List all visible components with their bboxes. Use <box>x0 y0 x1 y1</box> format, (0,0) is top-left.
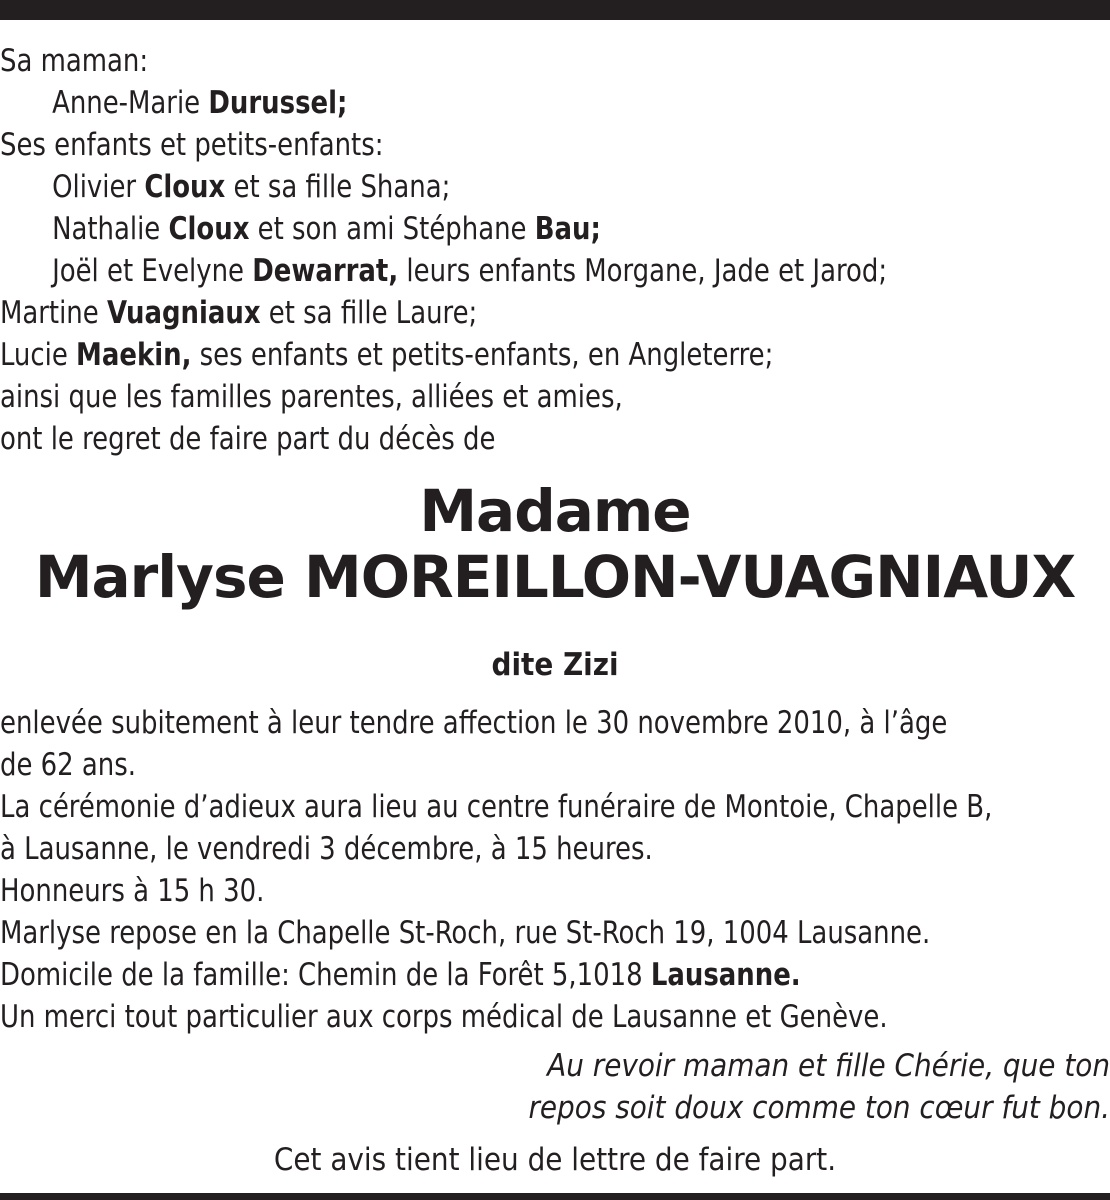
sister-line-1: Martine Vuagniaux et sa fille Laure; <box>0 295 478 331</box>
family-list <box>0 40 1032 460</box>
farewell-message <box>0 1045 1110 1129</box>
home-city: Lausanne. <box>650 957 801 993</box>
honours-line: Honneurs à 15 h 30. <box>0 873 265 909</box>
farewell-line-2: repos soit doux comme ton cœur fut bon. <box>528 1090 1110 1126</box>
mother-line: Anne-Marie Durussel; <box>52 85 348 121</box>
closing-note <box>0 1139 1110 1181</box>
home-line: Domicile de la famille: Chemin de la Forêt 5,1018 Lausanne. <box>0 957 801 993</box>
rest-place-line: Marlyse repose en la Chapelle St-Roch, rue St-Roch 19, 1004 Lausanne. <box>0 915 931 951</box>
sister-line-2: Lucie Maekin, ses enfants et petits-enfants, en Angleterre; <box>0 337 774 373</box>
farewell-line-1: Au revoir maman et fille Chérie, que ton <box>547 1048 1110 1084</box>
death-line-1: enlevée subitement à leur tendre affection le 30 novembre 2010, à l’âge <box>0 705 948 741</box>
top-rule <box>0 0 1110 20</box>
mother-heading: Sa maman: <box>0 43 149 79</box>
closing-line: Cet avis tient lieu de lettre de faire part. <box>273 1142 837 1178</box>
details-block <box>0 702 1110 1038</box>
mother-surname: Durussel; <box>208 85 348 121</box>
bottom-rule <box>0 1193 1110 1200</box>
relatives-line: ainsi que les familles parentes, alliées et amies, <box>0 379 623 415</box>
regret-line: ont le regret de faire part du décès de <box>0 421 496 457</box>
child-line-2: Nathalie Cloux et son ami Stéphane Bau; <box>52 211 601 247</box>
thanks-line: Un merci tout particulier aux corps médical de Lausanne et Genève. <box>0 999 888 1035</box>
ceremony-line-1: La cérémonie d’adieux aura lieu au centre funéraire de Montoie, Chapelle B, <box>0 789 993 825</box>
deceased-title <box>0 478 1110 610</box>
child-line-3: Joël et Evelyne Dewarrat, leurs enfants Morgane, Jade et Jarod; <box>52 253 888 289</box>
children-heading: Ses enfants et petits-enfants: <box>0 127 384 163</box>
deceased-name: Marlyse MOREILLON-VUAGNIAUX <box>34 543 1076 611</box>
honorific: Madame <box>419 477 691 545</box>
death-line-2: de 62 ans. <box>0 747 136 783</box>
child-line-1: Olivier Cloux et sa fille Shana; <box>52 169 451 205</box>
nickname: dite Zizi <box>491 647 619 683</box>
ceremony-line-2: à Lausanne, le vendredi 3 décembre, à 15 heures. <box>0 831 653 867</box>
